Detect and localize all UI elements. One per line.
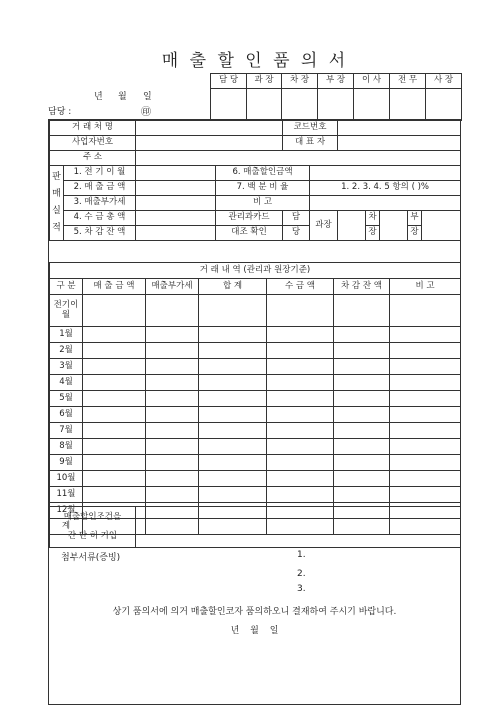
row-label: 12월 xyxy=(50,503,83,519)
dam-label: 담 xyxy=(283,211,310,226)
code-label: 코드번호 xyxy=(283,121,338,136)
table-cell[interactable] xyxy=(146,375,199,391)
table-cell[interactable] xyxy=(199,359,267,375)
gwajang-sign[interactable] xyxy=(338,211,366,241)
ledger-heading: 거 래 내 역 (관리과 원장기준) xyxy=(50,263,461,279)
table-cell[interactable] xyxy=(334,327,390,343)
row-label: 계 xyxy=(50,519,83,535)
jang-label: 장 xyxy=(366,226,380,241)
signature-box[interactable] xyxy=(247,89,282,121)
table-cell[interactable] xyxy=(334,295,390,327)
table-cell[interactable] xyxy=(267,391,334,407)
table-cell[interactable] xyxy=(83,391,146,407)
footer-statement: 상기 품의서에 의거 매출할인코자 품의하오니 결재하여 주시기 바랍니다. xyxy=(112,607,397,617)
sales-vat-field[interactable] xyxy=(136,196,216,211)
table-row xyxy=(50,455,461,471)
bu-label: 부 xyxy=(408,211,422,226)
carryover-field[interactable] xyxy=(136,166,216,181)
table-cell[interactable] xyxy=(83,327,146,343)
table-cell[interactable] xyxy=(146,391,199,407)
row-label: 7월 xyxy=(50,423,83,439)
ledger-header: 매출부가세 xyxy=(146,279,199,295)
table-row xyxy=(50,423,461,439)
attachment-3: 3. xyxy=(297,584,306,594)
table-cell[interactable] xyxy=(267,343,334,359)
table-cell[interactable] xyxy=(267,471,334,487)
table-row xyxy=(50,295,461,327)
table-cell[interactable] xyxy=(334,439,390,455)
table-cell[interactable] xyxy=(83,407,146,423)
row-label: 6월 xyxy=(50,407,83,423)
table-cell[interactable] xyxy=(83,455,146,471)
signature-box[interactable] xyxy=(354,89,390,121)
document-title: 매 출 할 인 품 의 서 xyxy=(161,51,349,71)
table-cell[interactable] xyxy=(199,487,267,503)
approval-table xyxy=(210,73,462,121)
table-cell[interactable] xyxy=(390,487,461,503)
approval-role: 이 사 xyxy=(354,74,390,89)
table-row xyxy=(50,359,461,375)
table-cell[interactable] xyxy=(334,359,390,375)
sales-amount-label: 2. 매 출 금 액 xyxy=(64,181,136,196)
table-cell[interactable] xyxy=(199,327,267,343)
table-cell[interactable] xyxy=(267,375,334,391)
table-cell[interactable] xyxy=(390,407,461,423)
table-cell[interactable] xyxy=(83,423,146,439)
table-cell[interactable] xyxy=(334,343,390,359)
table-cell[interactable] xyxy=(83,487,146,503)
table-cell[interactable] xyxy=(83,471,146,487)
table-cell[interactable] xyxy=(199,407,267,423)
balance-label: 5. 차 감 잔 액 xyxy=(64,226,136,241)
ratio-formula: 1. 2. 3. 4. 5 항의 ( )% xyxy=(310,181,461,196)
row-label: 1월 xyxy=(50,327,83,343)
ledger-table xyxy=(49,262,461,535)
table-cell[interactable] xyxy=(267,407,334,423)
table-cell[interactable] xyxy=(199,295,267,327)
balance-field[interactable] xyxy=(136,226,216,241)
table-cell[interactable] xyxy=(199,423,267,439)
table-cell[interactable] xyxy=(199,471,267,487)
row-label: 8월 xyxy=(50,439,83,455)
discount-amount-field[interactable] xyxy=(310,166,461,181)
table-row xyxy=(50,327,461,343)
row-label: 전기이월 xyxy=(50,295,83,327)
ledger-header: 차 감 잔 액 xyxy=(334,279,390,295)
approval-role: 담 당 xyxy=(211,74,247,89)
condition-table xyxy=(49,506,461,548)
table-row xyxy=(50,343,461,359)
table-cell[interactable] xyxy=(146,327,199,343)
table-cell[interactable] xyxy=(199,455,267,471)
bujang-sign[interactable] xyxy=(422,211,461,241)
remark-label: 비 고 xyxy=(216,196,310,211)
ratio-label: 7. 백 분 비 율 xyxy=(216,181,310,196)
trade-name-field[interactable] xyxy=(136,121,283,136)
table-cell[interactable] xyxy=(390,359,461,375)
approval-role: 사 장 xyxy=(426,74,462,89)
sales-vat-label: 3. 매출부가세 xyxy=(64,196,136,211)
table-cell[interactable] xyxy=(390,327,461,343)
table-cell[interactable] xyxy=(83,343,146,359)
table-cell[interactable] xyxy=(83,295,146,327)
table-cell[interactable] xyxy=(83,359,146,375)
table-cell[interactable] xyxy=(83,439,146,455)
attachment-2: 2. xyxy=(297,569,306,579)
table-cell[interactable] xyxy=(146,487,199,503)
biz-no-field[interactable] xyxy=(136,136,283,151)
table-cell[interactable] xyxy=(334,455,390,471)
trade-name-label: 거 래 처 명 xyxy=(50,121,136,136)
customer-sales-table xyxy=(49,120,461,241)
table-row xyxy=(50,439,461,455)
table-cell[interactable] xyxy=(334,407,390,423)
signature-box[interactable] xyxy=(390,89,426,121)
row-label: 4월 xyxy=(50,375,83,391)
approval-role: 전 무 xyxy=(390,74,426,89)
table-row xyxy=(50,471,461,487)
table-cell[interactable] xyxy=(390,423,461,439)
row-label: 2월 xyxy=(50,343,83,359)
row-label: 9월 xyxy=(50,455,83,471)
code-field[interactable] xyxy=(338,121,461,136)
date-day-label: 일 xyxy=(143,92,152,102)
table-cell[interactable] xyxy=(267,423,334,439)
table-row xyxy=(50,375,461,391)
address-field[interactable] xyxy=(136,151,461,166)
table-cell[interactable] xyxy=(199,439,267,455)
table-row xyxy=(50,407,461,423)
remark-field[interactable] xyxy=(310,196,461,211)
table-row xyxy=(50,391,461,407)
table-cell[interactable] xyxy=(146,455,199,471)
table-cell[interactable] xyxy=(390,439,461,455)
address-label: 주 소 xyxy=(50,151,136,166)
table-cell[interactable] xyxy=(146,407,199,423)
date-month-label: 월 xyxy=(118,92,127,102)
rep-label: 대 표 자 xyxy=(283,136,338,151)
table-cell[interactable] xyxy=(390,295,461,327)
table-cell[interactable] xyxy=(146,295,199,327)
row-label: 10월 xyxy=(50,471,83,487)
seal-icon: ㊞ xyxy=(141,107,151,118)
table-cell[interactable] xyxy=(267,439,334,455)
signature-box[interactable] xyxy=(211,89,247,121)
collection-total-field[interactable] xyxy=(136,211,216,226)
date-year-label: 년 xyxy=(94,92,103,102)
carryover-label: 1. 전 기 이 월 xyxy=(64,166,136,181)
sales-side-label: 판 매 실 적 xyxy=(50,166,64,241)
table-cell[interactable] xyxy=(267,295,334,327)
table-cell[interactable] xyxy=(199,343,267,359)
rep-field[interactable] xyxy=(338,136,461,151)
table-cell[interactable] xyxy=(199,375,267,391)
table-cell[interactable] xyxy=(390,375,461,391)
table-cell[interactable] xyxy=(267,327,334,343)
approval-role: 과 장 xyxy=(247,74,282,89)
row-label: 11월 xyxy=(50,487,83,503)
table-cell[interactable] xyxy=(199,391,267,407)
table-cell[interactable] xyxy=(390,343,461,359)
condition-label: 매출할인조건을 간 단 히 기입 xyxy=(50,507,136,548)
approval-role: 부 장 xyxy=(318,74,354,89)
row-label: 5월 xyxy=(50,391,83,407)
table-cell[interactable] xyxy=(334,423,390,439)
chajang-sign[interactable] xyxy=(380,211,408,241)
table-cell[interactable] xyxy=(267,455,334,471)
ledger-header: 매 출 금 액 xyxy=(83,279,146,295)
ledger-header: 합 계 xyxy=(199,279,267,295)
table-cell[interactable] xyxy=(390,455,461,471)
table-cell[interactable] xyxy=(334,471,390,487)
table-cell[interactable] xyxy=(146,343,199,359)
gwajang-label: 과장 xyxy=(310,211,338,241)
table-cell[interactable] xyxy=(390,471,461,487)
compare-label: 대조 확인 xyxy=(216,226,283,241)
damdang-label: 담당 : xyxy=(48,107,72,117)
mgmt-card-label: 관리과카드 xyxy=(216,211,283,226)
table-cell[interactable] xyxy=(334,375,390,391)
ledger-header: 비 고 xyxy=(390,279,461,295)
table-cell[interactable] xyxy=(334,391,390,407)
ledger-header: 구 분 xyxy=(50,279,83,295)
table-cell[interactable] xyxy=(146,471,199,487)
table-row xyxy=(50,487,461,503)
table-cell[interactable] xyxy=(146,439,199,455)
footer-date: 년 월 일 xyxy=(230,626,279,636)
signature-box[interactable] xyxy=(426,89,462,121)
sales-amount-field[interactable] xyxy=(136,181,216,196)
collection-total-label: 4. 수 금 총 액 xyxy=(64,211,136,226)
table-cell[interactable] xyxy=(267,359,334,375)
table-cell[interactable] xyxy=(267,487,334,503)
ledger-header: 수 금 액 xyxy=(267,279,334,295)
table-cell[interactable] xyxy=(334,487,390,503)
table-cell[interactable] xyxy=(146,359,199,375)
signature-box[interactable] xyxy=(282,89,318,121)
biz-no-label: 사업자번호 xyxy=(50,136,136,151)
table-cell[interactable] xyxy=(146,423,199,439)
attachment-1: 1. xyxy=(297,550,306,560)
row-label: 3월 xyxy=(50,359,83,375)
dang-label: 당 xyxy=(283,226,310,241)
condition-field[interactable] xyxy=(136,507,461,548)
table-cell[interactable] xyxy=(83,375,146,391)
main-form xyxy=(48,119,461,705)
approval-role: 차 장 xyxy=(282,74,318,89)
table-cell[interactable] xyxy=(390,391,461,407)
signature-box[interactable] xyxy=(318,89,354,121)
attachments-label: 첨부서류(증빙) xyxy=(61,553,121,563)
discount-amount-label: 6. 매출할인금액 xyxy=(216,166,310,181)
jang2-label: 장 xyxy=(408,226,422,241)
cha-label: 차 xyxy=(366,211,380,226)
